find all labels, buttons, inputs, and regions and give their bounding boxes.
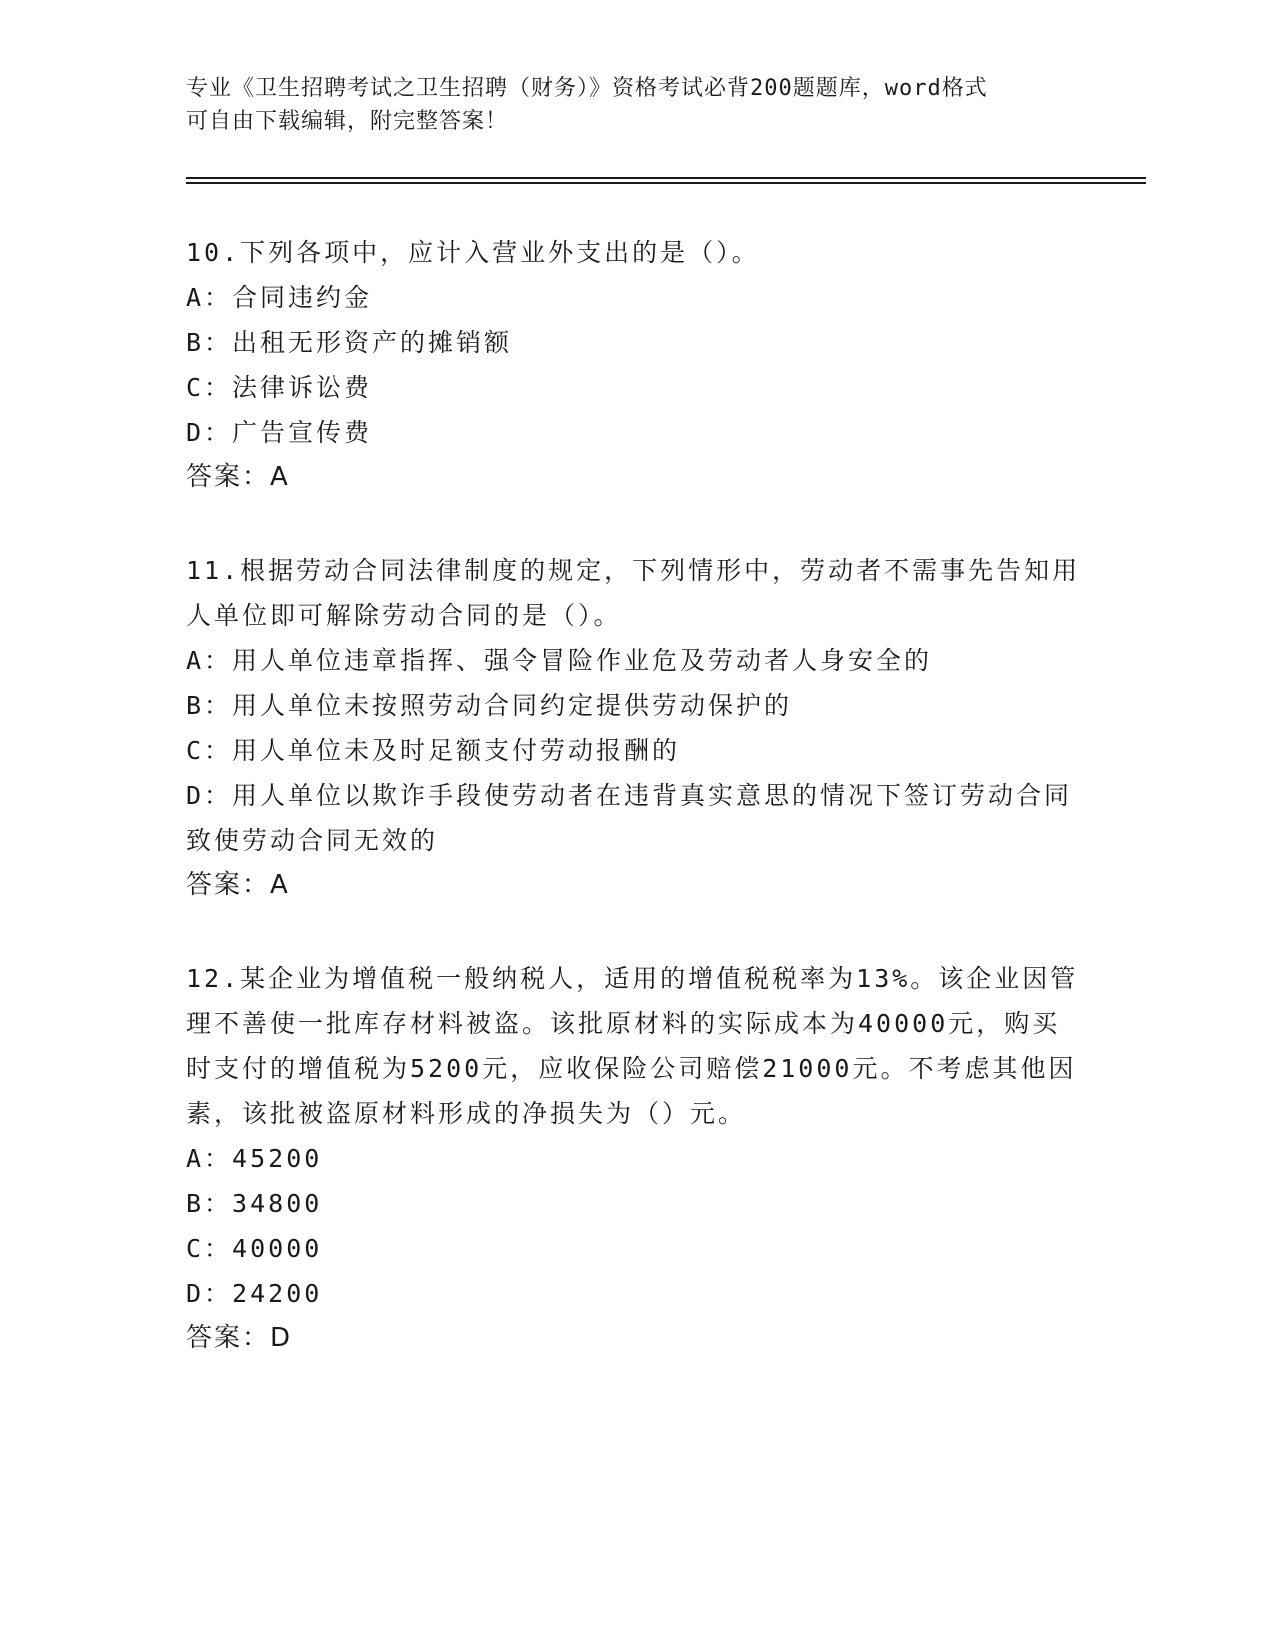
header-divider-top (186, 177, 1146, 179)
option-a: A：合同违约金 (186, 283, 373, 312)
option-b: B：34800 (186, 1189, 323, 1218)
header-divider-bottom (186, 182, 1146, 184)
question-stem: 10.下列各项中，应计入营业外支出的是（）。 (186, 238, 760, 267)
option-c: C：40000 (186, 1234, 323, 1263)
option-c: C：法律诉讼费 (186, 373, 373, 402)
option-d: D：用人单位以欺诈手段使劳动者在违背真实意思的情况下签订劳动合同致使劳动合同无效的 (186, 781, 1073, 855)
option-a: A：用人单位违章指挥、强令冒险作业危及劳动者人身安全的 (186, 646, 933, 675)
option-d: D：24200 (186, 1279, 323, 1308)
header-line-1: 专业《卫生招聘考试之卫生招聘（财务）》资格考试必背200题题库，word格式 (186, 76, 988, 101)
option-d: D：广告宣传费 (186, 418, 373, 447)
option-b: B：出租无形资产的摊销额 (186, 328, 513, 357)
option-c: C：用人单位未及时足额支付劳动报酬的 (186, 736, 681, 765)
header-line-2: 可自由下载编辑，附完整答案！ (186, 109, 509, 134)
option-a: A：45200 (186, 1144, 323, 1173)
question-11 (186, 548, 1086, 908)
question-12 (186, 956, 1086, 1361)
question-list (186, 230, 1086, 1409)
document-header (186, 72, 1086, 138)
question-stem: 12.某企业为增值税一般纳税人，适用的增值税税率为13%。该企业因管理不善使一批库存材料被盗。该批原材料的实际成本为40000元，购买时支付的增值税为5200元，应收保险公司赔偿21000元。不考虑其他因素，该批被盗原材料形成的净损失为（）元。 (186, 964, 1079, 1128)
question-stem: 11.根据劳动合同法律制度的规定，下列情形中，劳动者不需事先告知用人单位即可解除劳动合同的是（）。 (186, 556, 1081, 630)
question-10 (186, 230, 1086, 500)
answer-text: 答案：A (186, 462, 290, 492)
answer-text: 答案：D (186, 1323, 293, 1353)
option-b: B：用人单位未按照劳动合同约定提供劳动保护的 (186, 691, 793, 720)
answer-text: 答案：A (186, 870, 290, 900)
